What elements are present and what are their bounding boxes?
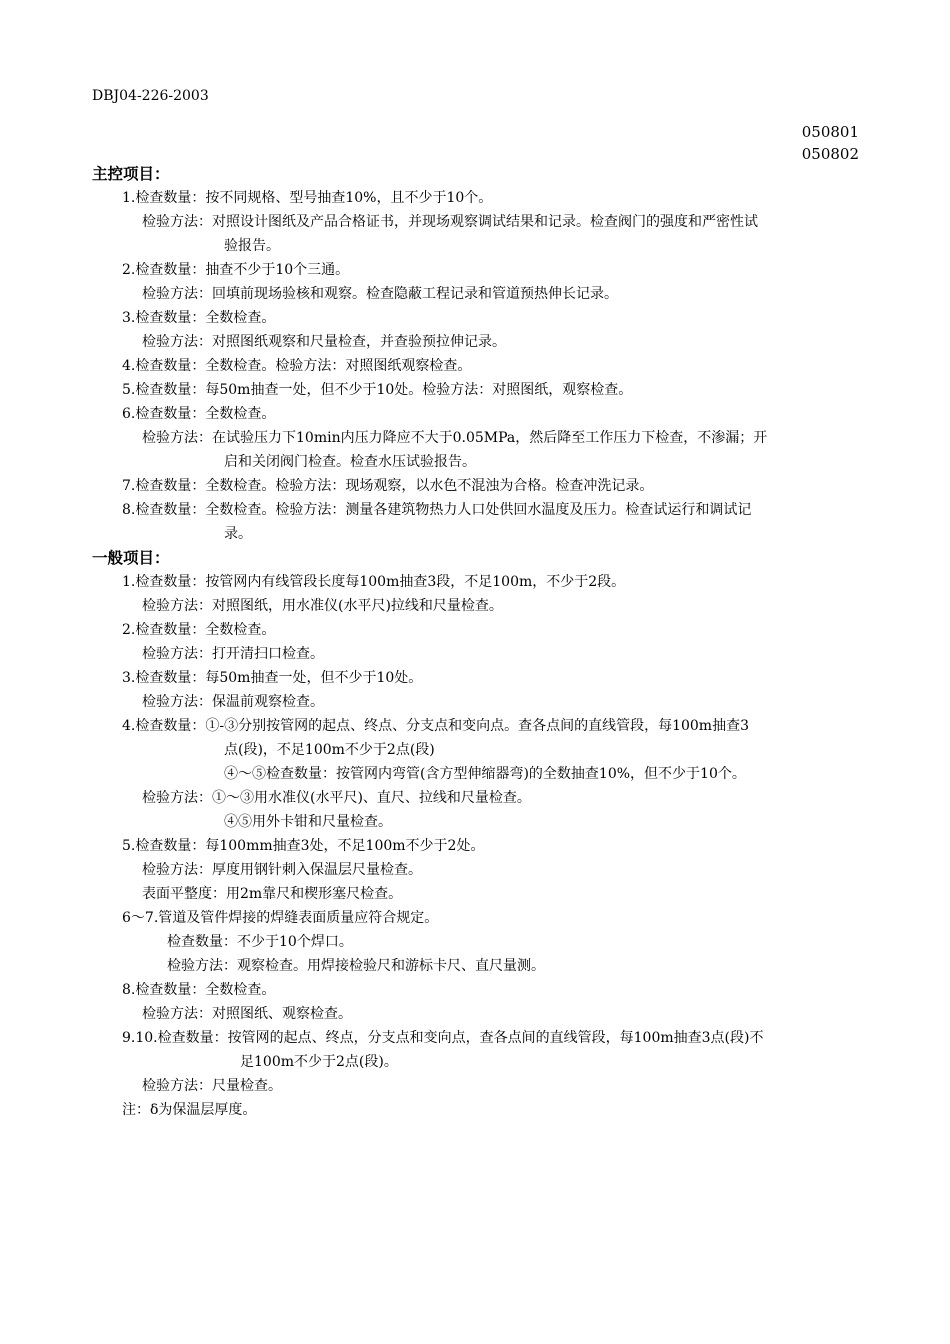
item-code: 050801 bbox=[801, 123, 859, 141]
method-label: 检验方法： bbox=[167, 958, 237, 974]
quantity-label: 5.检查数量： bbox=[122, 382, 206, 398]
quantity-text: 全数检查。 bbox=[205, 622, 276, 638]
general-item-5-surface bbox=[92, 882, 860, 906]
general-item-4-quantity-cont2: ④～⑤检查数量：按管网内弯管(含方型伸缩器弯)的全数抽查10%，但不少于10个。 bbox=[224, 766, 746, 782]
surface-label: 表面平整度： bbox=[142, 886, 226, 902]
main-item-7-quantity bbox=[92, 474, 860, 498]
method-text: 对照图纸、观察检查。 bbox=[212, 1006, 352, 1022]
quantity-label: 1.检查数量： bbox=[122, 574, 206, 590]
main-item-1-method-cont: 验报告。 bbox=[224, 238, 280, 254]
document-body bbox=[92, 162, 860, 1122]
general-item-6-7-quantity bbox=[92, 930, 860, 954]
general-item-2-quantity bbox=[92, 618, 860, 642]
main-item-4-quantity bbox=[92, 354, 860, 378]
general-item-8-quantity bbox=[92, 978, 860, 1002]
main-item-5-quantity bbox=[92, 378, 860, 402]
general-item-9-10-quantity-cont: 足100m不少于2点(段)。 bbox=[240, 1054, 398, 1070]
general-item-5-quantity bbox=[92, 834, 860, 858]
general-item-9-10-method bbox=[92, 1074, 860, 1098]
method-label: 检验方法： bbox=[142, 790, 212, 806]
method-text: ①～③用水准仪(水平尺)、直尺、拉线和尺量检查。 bbox=[212, 790, 531, 806]
method-text: 回填前现场验核和观察。检查隐蔽工程记录和管道预热伸长记录。 bbox=[212, 286, 618, 302]
main-item-1-method bbox=[92, 210, 860, 234]
general-section-title: 一般项目： bbox=[92, 549, 170, 567]
method-label: 检验方法： bbox=[142, 598, 212, 614]
general-item-1-quantity bbox=[92, 570, 860, 594]
note-text: δ为保温层厚度。 bbox=[150, 1102, 257, 1118]
quantity-label: 7.检查数量： bbox=[122, 478, 206, 494]
general-item-5-method bbox=[92, 858, 860, 882]
quantity-text: 全数检查。 bbox=[205, 982, 276, 998]
quantity-label: 6.检查数量： bbox=[122, 406, 206, 422]
method-label: 检验方法： bbox=[142, 1006, 212, 1022]
quantity-text: 按管网的起点、终点，分支点和变向点，查各点间的直线管段，每100m抽查3点(段)不 bbox=[227, 1030, 764, 1046]
document-number: DBJ04-226-2003 bbox=[92, 88, 209, 104]
quantity-text: 按管网内有线管段长度每100m抽查3段，不足100m，不少于2段。 bbox=[205, 574, 626, 590]
main-item-1-quantity bbox=[92, 186, 860, 210]
quantity-text: 每50m抽查一处，但不少于10处。检验方法：对照图纸，观察检查。 bbox=[205, 382, 633, 398]
quantity-text: 全数检查。检验方法：测量各建筑物热力人口处供回水温度及压力。检查试运行和调试记 bbox=[205, 502, 752, 518]
quantity-label: 2.检查数量： bbox=[122, 622, 206, 638]
quantity-label: 8.检查数量： bbox=[122, 982, 206, 998]
quantity-label: 1.检查数量： bbox=[122, 190, 206, 206]
main-item-2-quantity bbox=[92, 258, 860, 282]
main-item-6-quantity bbox=[92, 402, 860, 426]
method-label: 检验方法： bbox=[142, 286, 212, 302]
main-section-title: 主控项目： bbox=[92, 165, 170, 183]
general-item-9-10-quantity bbox=[92, 1026, 860, 1050]
general-item-6-7-method bbox=[92, 954, 860, 978]
item-codes bbox=[802, 121, 859, 165]
main-item-3-method bbox=[92, 330, 860, 354]
general-item-4-quantity bbox=[92, 714, 860, 738]
main-item-3-quantity bbox=[92, 306, 860, 330]
general-item-3-method bbox=[92, 690, 860, 714]
method-text: 对照图纸，用水准仪(水平尺)拉线和尺量检查。 bbox=[212, 598, 503, 614]
quantity-text: 抽查不少于10个三通。 bbox=[205, 262, 350, 278]
main-item-6-method-cont: 启和关闭阀门检查。检查水压试验报告。 bbox=[224, 454, 476, 470]
quantity-text: ①-③分别按管网的起点、终点、分支点和变向点。查各点间的直线管段，每100m抽查3 bbox=[205, 718, 749, 734]
quantity-label: 4.检查数量： bbox=[122, 718, 206, 734]
method-label: 检验方法： bbox=[142, 1078, 212, 1094]
quantity-label: 3.检查数量： bbox=[122, 670, 206, 686]
general-item-4-quantity-cont: 点(段)，不足100m不少于2点(段) bbox=[224, 742, 435, 758]
quantity-text: 全数检查。检验方法：现场观察，以水色不混浊为合格。检查冲洗记录。 bbox=[205, 478, 654, 494]
general-item-1-method bbox=[92, 594, 860, 618]
method-label: 检验方法： bbox=[142, 214, 212, 230]
method-text: 观察检查。用焊接检验尺和游标卡尺、直尺量测。 bbox=[237, 958, 545, 974]
quantity-label: 检查数量： bbox=[167, 934, 237, 950]
quantity-label: 5.检查数量： bbox=[122, 838, 206, 854]
quantity-text: 不少于10个焊口。 bbox=[237, 934, 353, 950]
note-label: 注： bbox=[122, 1102, 150, 1118]
main-item-8-cont: 录。 bbox=[224, 526, 252, 542]
general-item-4-method bbox=[92, 786, 860, 810]
quantity-label: 8.检查数量： bbox=[122, 502, 206, 518]
method-text: 厚度用钢针刺入保温层尺量检查。 bbox=[212, 862, 422, 878]
method-label: 检验方法： bbox=[142, 862, 212, 878]
quantity-text: 全数检查。 bbox=[205, 310, 276, 326]
quantity-text: 按不同规格、型号抽查10%，且不少于10个。 bbox=[205, 190, 493, 206]
method-label: 检验方法： bbox=[142, 694, 212, 710]
quantity-label: 3.检查数量： bbox=[122, 310, 206, 326]
method-label: 检验方法： bbox=[142, 646, 212, 662]
surface-text: 用2m靠尺和楔形塞尺检查。 bbox=[226, 886, 403, 902]
quantity-text: 每50m抽查一处，但不少于10处。 bbox=[205, 670, 423, 686]
note bbox=[92, 1098, 860, 1122]
method-text: 在试验压力下10min内压力降应不大于0.05MPa，然后降至工作压力下检查，不渗漏；开 bbox=[212, 430, 768, 446]
method-text: 保温前观察检查。 bbox=[212, 694, 324, 710]
quantity-label: 2.检查数量： bbox=[122, 262, 206, 278]
method-text: 对照图纸观察和尺量检查，并查验预拉伸记录。 bbox=[212, 334, 506, 350]
quantity-text: 全数检查。 bbox=[205, 406, 276, 422]
general-item-8-method bbox=[92, 1002, 860, 1026]
main-item-2-method bbox=[92, 282, 860, 306]
method-text: 尺量检查。 bbox=[212, 1078, 282, 1094]
general-item-2-method bbox=[92, 642, 860, 666]
item-code: 050802 bbox=[801, 145, 859, 163]
method-label: 检验方法： bbox=[142, 430, 212, 446]
quantity-label: 4.检查数量： bbox=[122, 358, 206, 374]
general-item-4-method-cont: ④⑤用外卡钳和尺量检查。 bbox=[224, 814, 392, 830]
main-item-8-quantity bbox=[92, 498, 860, 522]
general-item-3-quantity bbox=[92, 666, 860, 690]
main-item-6-method bbox=[92, 426, 860, 450]
general-item-6-7-title: 6～7.管道及管件焊接的焊缝表面质量应符合规定。 bbox=[122, 910, 439, 926]
method-label: 检验方法： bbox=[142, 334, 212, 350]
quantity-text: 每100mm抽查3处，不足100m不少于2处。 bbox=[205, 838, 485, 854]
quantity-text: 全数检查。检验方法：对照图纸观察检查。 bbox=[205, 358, 472, 374]
method-text: 打开清扫口检查。 bbox=[212, 646, 324, 662]
quantity-label: 9.10.检查数量： bbox=[122, 1030, 228, 1046]
method-text: 对照设计图纸及产品合格证书，并现场观察调试结果和记录。检查阀门的强度和严密性试 bbox=[212, 214, 758, 230]
